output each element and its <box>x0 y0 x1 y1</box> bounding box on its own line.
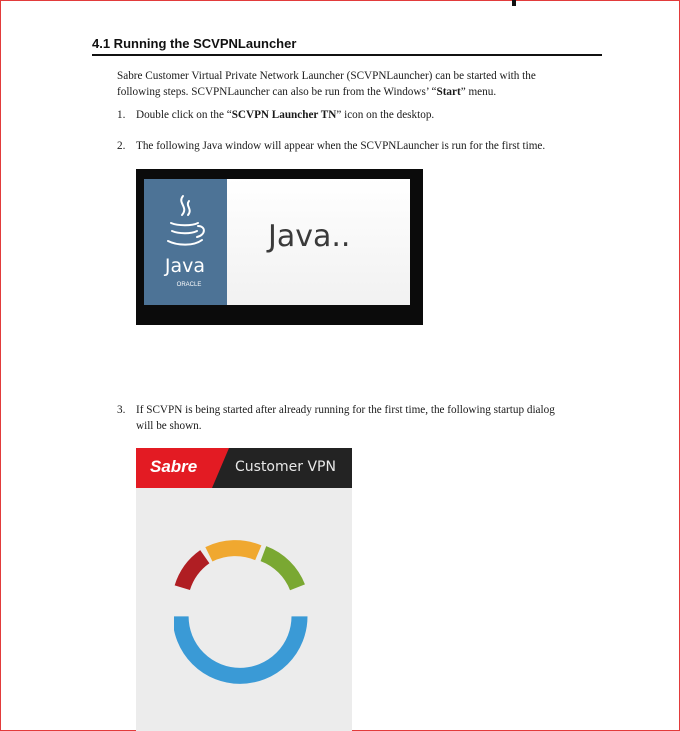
intro-line-1: Sabre Customer Virtual Private Network Launcher (SCVPNLauncher) can be started with the <box>117 70 536 82</box>
intro-line-2-end: ” menu. <box>460 85 497 98</box>
step-1-icon-name: SCVPN Launcher TN <box>231 109 337 121</box>
spinner-segment-top <box>209 548 258 554</box>
java-logo-word: Java <box>164 255 206 277</box>
java-splash-image <box>136 169 423 325</box>
section-heading <box>92 36 602 56</box>
section-heading-text: 4.1 Running the SCVPNLauncher <box>92 36 297 51</box>
step-2-text: The following Java window will appear when the SCVPNLauncher is run for the first time. <box>136 140 546 152</box>
intro-start-menu-text: Start <box>436 85 461 98</box>
java-logo <box>144 179 227 305</box>
spinner-segment-right <box>263 554 297 588</box>
step-1-text-start: Double click on the “ <box>136 109 232 121</box>
intro-paragraph <box>117 69 587 100</box>
step-3-text-line-2: will be shown. <box>136 419 202 432</box>
loading-spinner-icon <box>174 532 314 702</box>
java-splash-panel <box>144 179 410 305</box>
step-2-number: 2. <box>117 140 126 152</box>
step-1-number: 1. <box>117 109 126 121</box>
spinner-segment-bottom <box>181 616 300 675</box>
sabre-logo: Sabre <box>150 457 198 476</box>
oracle-logo-word: ORACLE <box>176 282 202 288</box>
step-1-text-end: ” icon on the desktop. <box>336 109 435 121</box>
page-edge-mark <box>512 0 516 6</box>
java-cup-icon <box>144 179 227 305</box>
step-3-number: 3. <box>117 404 126 416</box>
step-3-text-line-1: If SCVPN is being started after already running for the first time, the following startup dialog <box>136 404 555 416</box>
spinner-segment-left <box>182 557 205 588</box>
sabre-vpn-dialog <box>136 448 352 731</box>
sabre-dialog-title: Customer VPN <box>235 459 336 475</box>
intro-line-2-start: following steps. SCVPNLauncher can also be run from the Windows’ “ <box>117 85 437 98</box>
sabre-dialog-header <box>136 448 352 488</box>
java-loading-text: Java.. <box>268 219 351 254</box>
